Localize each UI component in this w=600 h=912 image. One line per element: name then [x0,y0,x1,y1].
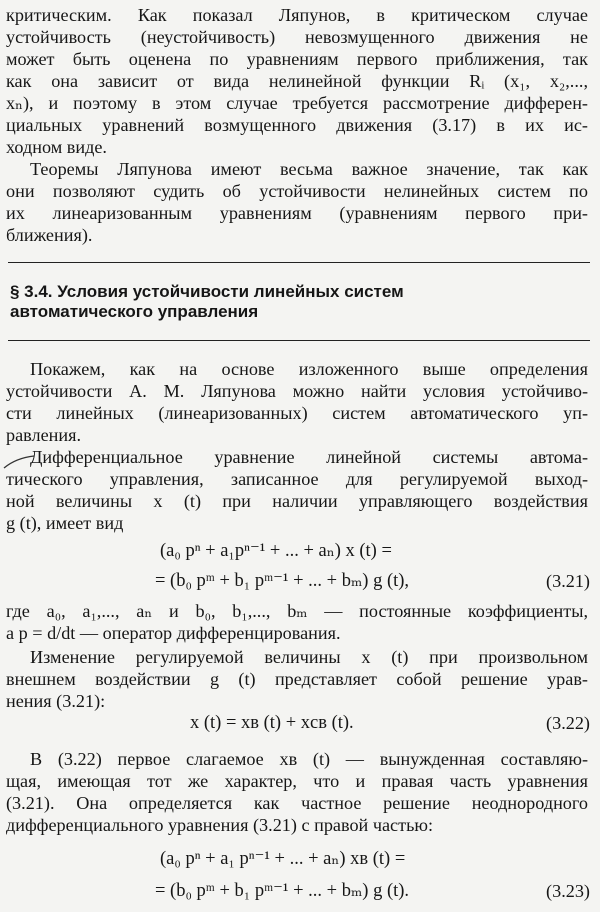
text-line: Покажем, как на основе изложенного выше определения [30,359,588,379]
section-title: автоматического управления [10,302,259,321]
text-line: тического управления, записанное для регулируемой выход- [6,469,588,489]
equation-line: x (t) = xв (t) + xсв (t). [190,713,354,733]
text-line: сти линейных (линеаризованных) систем автоматического уп- [6,403,588,423]
text-line: они позволяют судить об устойчивости нелинейных систем по [6,181,588,201]
text-line: Дифференциальное уравнение линейной системы автома- [30,447,588,467]
equation-line: (a₀ pⁿ + a₁pⁿ⁻¹ + ... + aₙ) x (t) = [160,541,392,561]
text-line: устойчивость (неустойчивость) невозмущенного движения не [6,27,588,47]
text-line: ной величины x (t) при наличии управляющего воздействия [6,491,588,511]
text-line: (3.21). Она определяется как частное решение неоднородного [6,793,588,813]
equation-line: = (b₀ pᵐ + b₁ pᵐ⁻¹ + ... + bₘ) g (t), [155,571,410,591]
text-line: щая, имеющая тот же характер, что и правая часть уравнения [6,771,588,791]
text-line: циальных уравнений возмущенного движения (3.17) в их ис- [6,115,588,135]
text-line: дифференциального уравнения (3.21) с правой частью: [6,815,434,835]
text-line: их линеаризованным уравнениям (уравнениям первого при- [6,203,588,223]
text-line: Теоремы Ляпунова имеют весьма важное значение, так как [30,159,588,179]
text-line: внешнем воздействии g (t) представляет собой решение урав- [6,669,588,689]
text-line: g (t), имеет вид [6,513,124,533]
text-line: может быть оценена по уравнениям первого приближения, так [6,49,588,69]
text-line: устойчивости А. М. Ляпунова можно найти условия устойчиво- [6,381,588,401]
text-line: равления. [6,425,82,445]
text-line: ближения). [6,225,93,245]
text-line: Изменение регулируемой величины x (t) при произвольном [30,647,588,667]
section-bottom-rule [8,340,590,341]
equation-line: = (b₀ pᵐ + b₁ pᵐ⁻¹ + ... + bₘ) g (t). [155,881,410,901]
text-line: В (3.22) первое слагаемое xв (t) — вынужденная составляю- [30,749,588,769]
equation-number: (3.23) [546,881,590,901]
equation-number: (3.21) [546,571,590,591]
equation-line: (a₀ pⁿ + a₁ pⁿ⁻¹ + ... + aₙ) xв (t) = [160,849,406,869]
section-title: § 3.4. Условия устойчивости линейных систем [10,282,404,301]
equation-number: (3.22) [546,713,590,733]
section-top-rule [8,262,590,263]
text-line: критическим. Как показал Ляпунов, в критическом случае [6,5,588,25]
text-line: как она зависит от вида нелинейной функции Rᵢ (x₁, x₂,..., [6,71,588,91]
text-line: ходном виде. [6,137,107,157]
text-line: нения (3.21): [6,691,106,711]
text-line: а p = d/dt — оператор дифференцирования. [6,623,341,643]
text-line: xₙ), и поэтому в этом случае требуется рассмотрение дифферен- [6,93,588,113]
text-line: где a₀, a₁,..., aₙ и b₀, b₁,..., bₘ — постоянные коэффициенты, [6,601,588,621]
